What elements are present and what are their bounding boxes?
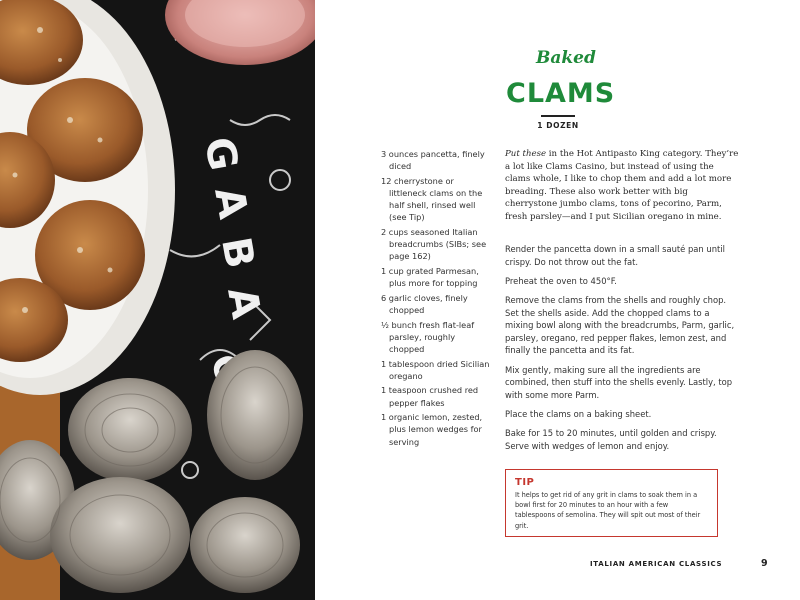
recipe-title: CLAMS <box>506 78 616 109</box>
ingredient-list <box>381 148 493 450</box>
recipe-step: Preheat the oven to 450°F. <box>505 275 617 286</box>
tip-box <box>505 469 718 537</box>
intro-text: in the Hot Antipasto King category. They’re a lot like Clams Casino, but instead of using the clams whole, I like to chop them and add a lot more breading. These also work better with big cherrystone jumbo clams, tons of pecorino, Parm, fresh parsley—and I put Sicilian oregano in mine. <box>505 149 739 222</box>
tip-title: TIP <box>515 477 535 488</box>
recipe-step: Mix gently, making sure all the ingredients are combined, then stuff into the shells evenly. Lastly, top with some more Parm. <box>505 364 733 400</box>
page-number: 9 <box>761 558 768 569</box>
recipe-title-script: Baked <box>536 48 596 68</box>
ingredient-item: 1 tablespoon dried Sicilian oregano <box>381 358 490 381</box>
recipe-intro <box>505 148 740 224</box>
recipe-step: Render the pancetta down in a small sauté pan until crispy. Do not throw out the fat. <box>505 244 725 267</box>
ingredient-item: ½ bunch fresh flat-leaf parsley, roughly chopped <box>381 319 475 354</box>
ingredient-item: 3 ounces pancetta, finely diced <box>381 149 485 172</box>
tip-text: It helps to get rid of any grit in clams to soak them in a bowl first for 20 minutes to an hour with a few tablespoons of semolina. They will spit out most of their grit. <box>515 491 701 530</box>
ingredient-item: 1 cup grated Parmesan, plus more for topping <box>381 266 479 289</box>
photo-illustration <box>0 0 315 600</box>
running-footer: ITALIAN AMERICAN CLASSICS <box>590 560 723 568</box>
clams-photo <box>0 0 315 600</box>
ingredient-item: 1 teaspoon crushed red pepper flakes <box>381 385 479 408</box>
packaging-letter: G <box>195 133 247 175</box>
recipe-step: Bake for 15 to 20 minutes, until golden and crispy. Serve with wedges of lemon and enjoy. <box>505 428 717 451</box>
recipe-step: Place the clams on a baking sheet. <box>505 408 652 419</box>
ingredient-item: 2 cups seasoned Italian breadcrumbs (SIBs; see page 162) <box>381 227 487 262</box>
packaging-letter: B <box>212 233 263 272</box>
intro-lead: Put these <box>505 149 547 159</box>
recipe-steps <box>505 243 740 459</box>
title-divider <box>541 115 575 117</box>
packaging-letter: A <box>205 183 256 223</box>
ingredient-item: 6 garlic cloves, finely chopped <box>381 292 468 315</box>
recipe-yield: 1 DOZEN <box>537 121 579 130</box>
ingredient-item: 12 cherrystone or littleneck clams on the half shell, rinsed well (see Tip) <box>381 175 483 223</box>
recipe-step: Remove the clams from the shells and roughly chop. Set the shells aside. Add the chopped clams to a mixing bowl along with the breadcrumbs, Parm, garlic, parsley, oregano, red pepper flakes, lemon zest, and finally the pancetta and its fat. <box>505 294 735 356</box>
packaging-letter: A <box>218 283 269 323</box>
ingredient-item: 1 organic lemon, zested, plus lemon wedges for serving <box>381 412 483 447</box>
